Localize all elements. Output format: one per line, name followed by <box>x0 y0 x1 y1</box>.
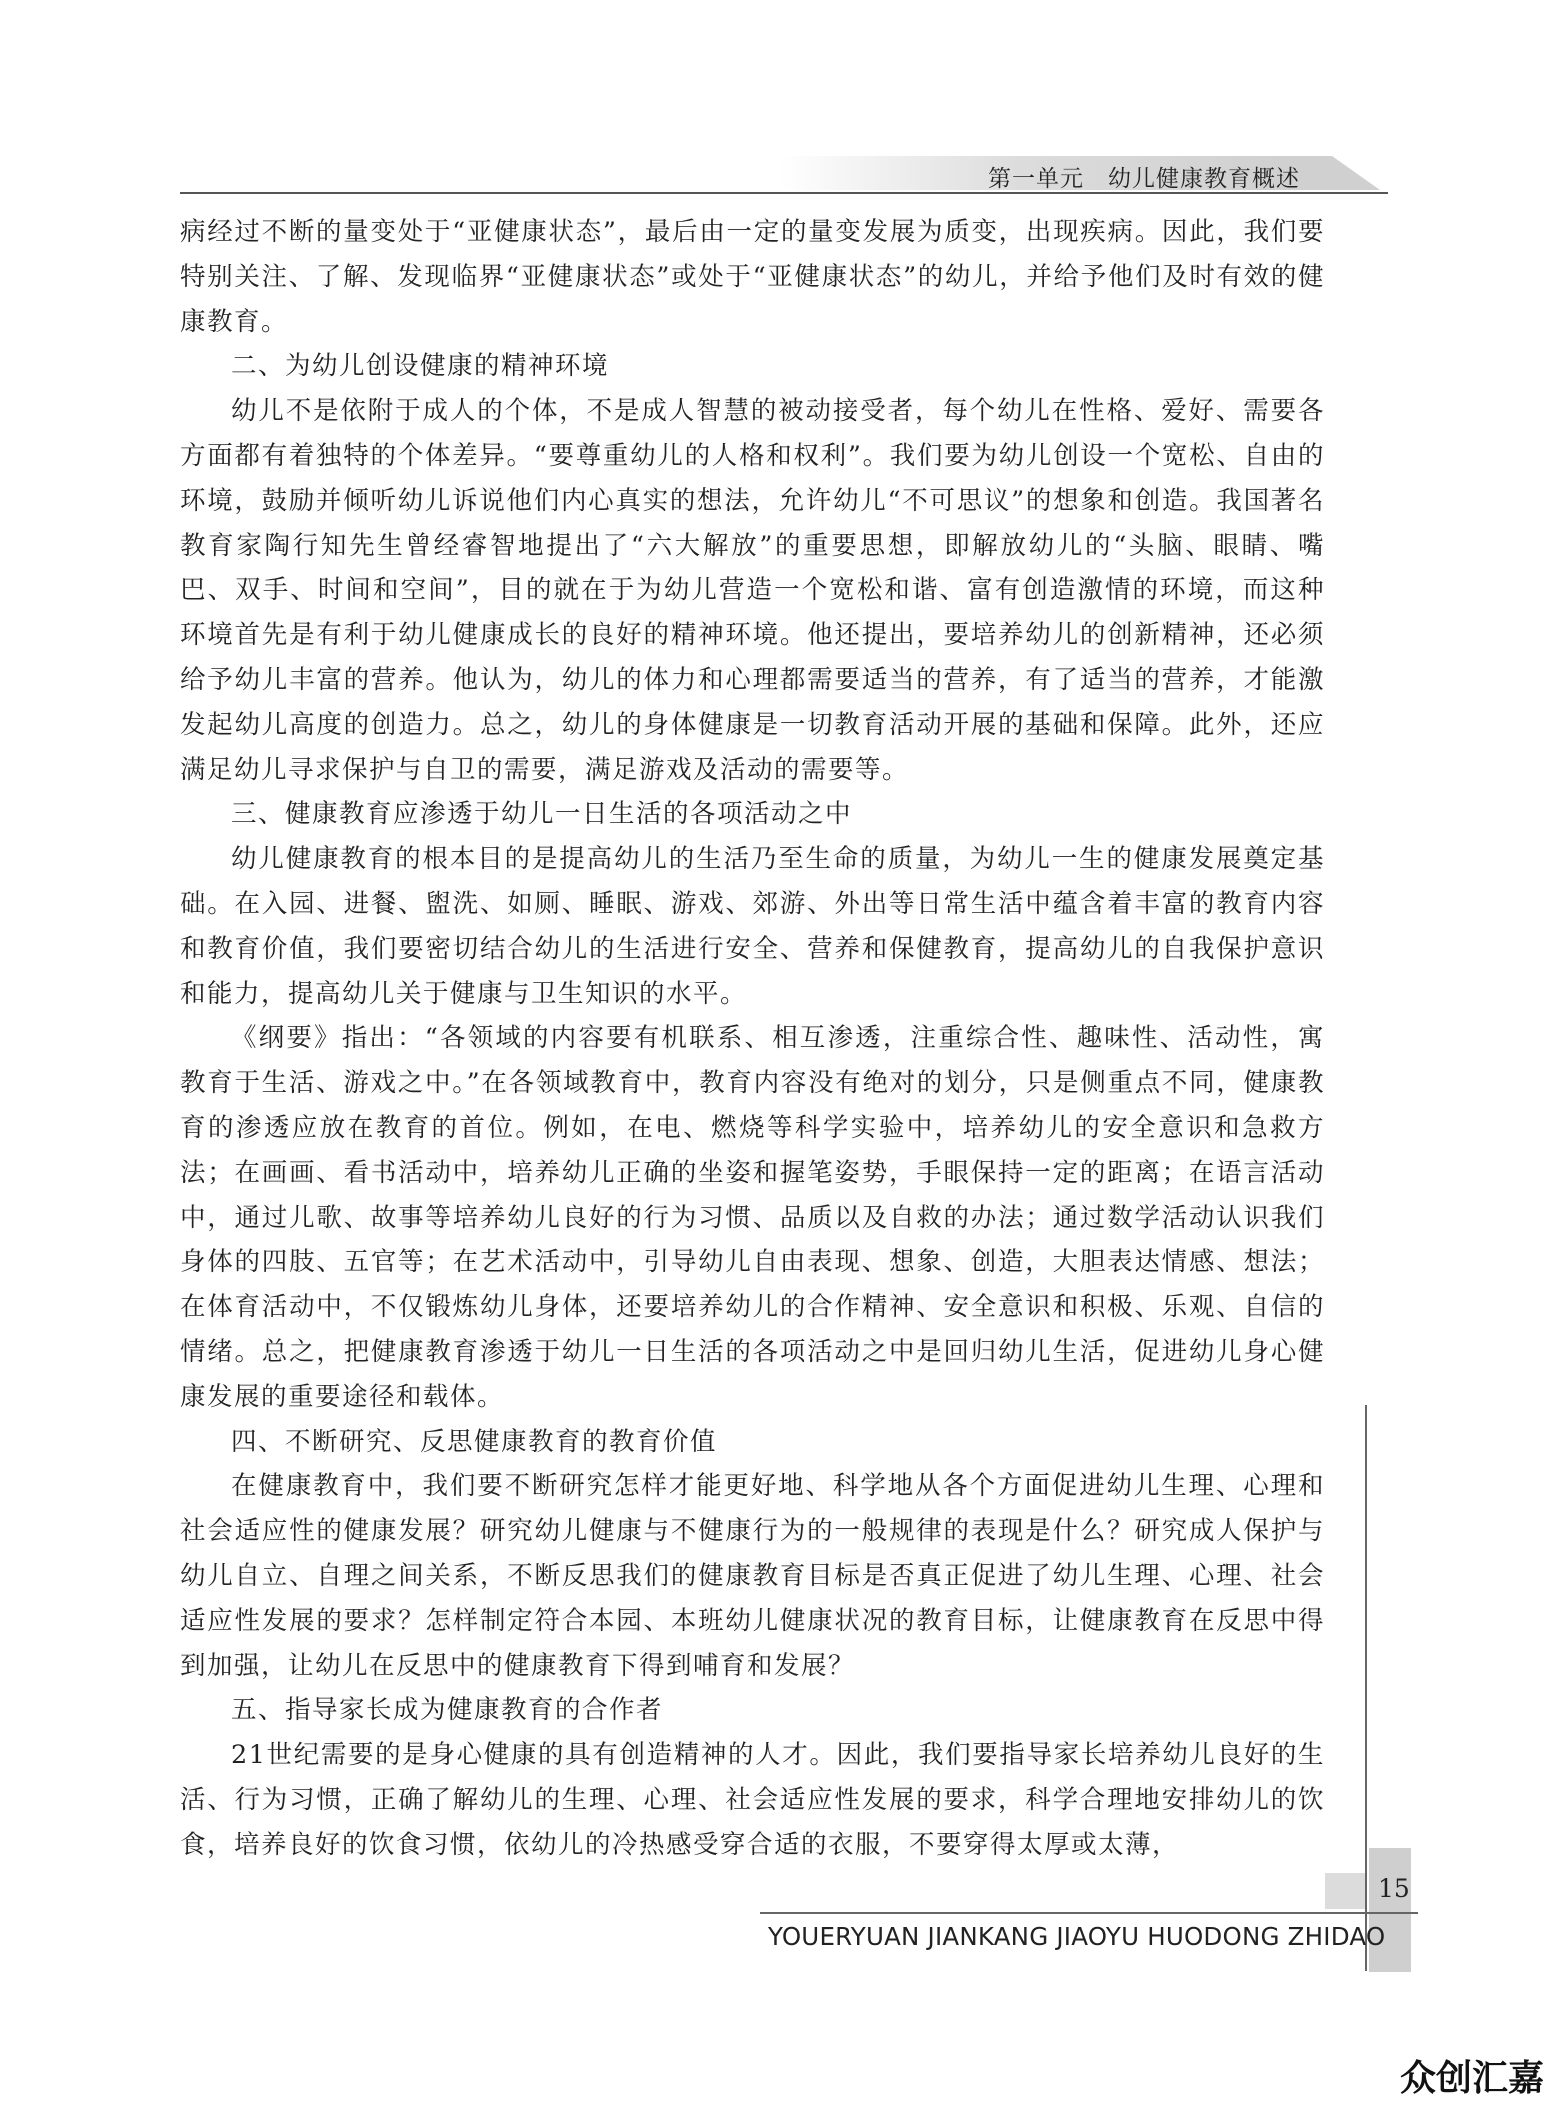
page-body <box>180 210 1325 1867</box>
section-heading-3: 三、健康教育应渗透于幼儿一日生活的各项活动之中 <box>231 799 853 830</box>
margin-rule <box>1365 1405 1367 1971</box>
header-rule <box>180 192 1388 194</box>
paragraph-1: 病经过不断的量变处于“亚健康状态”，最后由一定的量变发展为质变，出现疾病。因此，我们要特别关注、了解、发现临界“亚健康状态”或处于“亚健康状态”的幼儿，并给予他们及时有效的健康教育。 <box>180 217 1325 337</box>
paragraph-2: 幼儿不是依附于成人的个体，不是成人智慧的被动接受者，每个幼儿在性格、爱好、需要各方面都有着独特的个体差异。“要尊重幼儿的人格和权利”。我们要为幼儿创设一个宽松、自由的环境，鼓励并倾听幼儿诉说他们内心真实的想法，允许幼儿“不可思议”的想象和创造。我国著名教育家陶行知先生曾经睿智地提出了“六大解放”的重要思想，即解放幼儿的“头脑、眼睛、嘴巴、双手、时间和空间”，目的就在于为幼儿营造一个宽松和谐、富有创造激情的环境，而这种环境首先是有利于幼儿健康成长的良好的精神环境。他还提出，要培养幼儿的创新精神，还必须给予幼儿丰富的营养。他认为，幼儿的体力和心理都需要适当的营养，有了适当的营养，才能激发起幼儿高度的创造力。总之，幼儿的身体健康是一切教育活动开展的基础和保障。此外，还应满足幼儿寻求保护与自卫的需要，满足游戏及活动的需要等。 <box>180 396 1325 785</box>
section-heading-2: 二、为幼儿创设健康的精神环境 <box>231 351 610 382</box>
paragraph-5: 在健康教育中，我们要不断研究怎样才能更好地、科学地从各个方面促进幼儿生理、心理和社会适应性的健康发展？研究幼儿健康与不健康行为的一般规律的表现是什么？研究成人保护与幼儿自立、自理之间关系，不断反思我们的健康教育目标是否真正促进了幼儿生理、心理、社会适应性发展的要求？怎样制定符合本园、本班幼儿健康状况的教育目标，让健康教育在反思中得到加强，让幼儿在反思中的健康教育下得到哺育和发展？ <box>180 1471 1325 1681</box>
footer-book-title: YOUERYUAN JIANKANG JIAOYU HUODONG ZHIDAO <box>768 1922 1386 1951</box>
footer-rule <box>760 1912 1418 1914</box>
paragraph-4: 《纲要》指出：“各领域的内容要有机联系、相互渗透，注重综合性、趣味性、活动性，寓教育于生活、游戏之中。”在各领域教育中，教育内容没有绝对的划分，只是侧重点不同，健康教育的渗透应放在教育的首位。例如，在电、燃烧等科学实验中，培养幼儿的安全意识和急救方法；在画画、看书活动中，培养幼儿正确的坐姿和握笔姿势，手眼保持一定的距离；在语言活动中，通过儿歌、故事等培养幼儿良好的行为习惯、品质以及自救的办法；通过数学活动认识我们身体的四肢、五官等；在艺术活动中，引导幼儿自由表现、想象、创造，大胆表达情感、想法；在体育活动中，不仅锻炼幼儿身体，还要培养幼儿的合作精神、安全意识和积极、乐观、自信的情绪。总之，把健康教育渗透于幼儿一日生活的各项活动之中是回归幼儿生活，促进幼儿身心健康发展的重要途径和载体。 <box>180 1023 1325 1412</box>
watermark-logo: 众创汇嘉 <box>1400 2058 1544 2099</box>
paragraph-6: 21世纪需要的是身心健康的具有创造精神的人才。因此，我们要指导家长培养幼儿良好的生活、行为习惯，正确了解幼儿的生理、心理、社会适应性发展的要求，科学合理地安排幼儿的饮食，培养良好的饮食习惯，依幼儿的冷热感受穿合适的衣服，不要穿得太厚或太薄， <box>180 1740 1325 1860</box>
running-header <box>180 150 1370 192</box>
section-heading-4: 四、不断研究、反思健康教育的教育价值 <box>231 1426 718 1457</box>
page-number: 15 <box>1378 1874 1410 1903</box>
margin-tab <box>1369 1848 1411 1972</box>
page-number-box <box>1325 1873 1365 1909</box>
running-header-title: 第一单元 幼儿健康教育概述 <box>988 166 1300 192</box>
section-heading-5: 五、指导家长成为健康教育的合作者 <box>231 1695 664 1726</box>
paragraph-3: 幼儿健康教育的根本目的是提高幼儿的生活乃至生命的质量，为幼儿一生的健康发展奠定基础。在入园、进餐、盥洗、如厕、睡眠、游戏、郊游、外出等日常生活中蕴含着丰富的教育内容和教育价值，我们要密切结合幼儿的生活进行安全、营养和保健教育，提高幼儿的自我保护意识和能力，提高幼儿关于健康与卫生知识的水平。 <box>180 844 1325 1009</box>
